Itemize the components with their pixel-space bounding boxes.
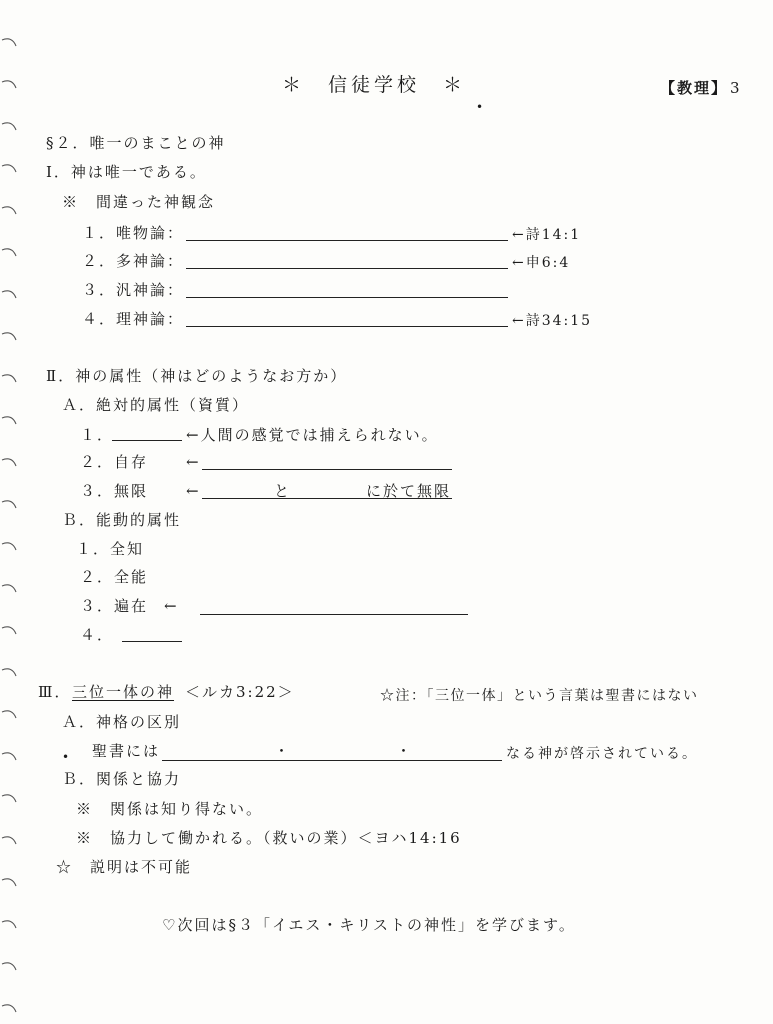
part3-heading-num: Ⅲ． (38, 683, 72, 701)
part3-heading-ref: ＜ルカ3:22＞ (185, 683, 295, 701)
part2-a-heading: Ａ．絶対的属性（資質） (62, 396, 250, 414)
part3-a-heading: Ａ．神格の区別 (62, 713, 182, 731)
part3-a-text-end: なる神が啓示されている。 (506, 746, 698, 762)
part1-heading: Ⅰ．神は唯一である。 (46, 163, 207, 181)
part3-heading-main: 三位一体の神 (72, 683, 175, 701)
act-item3-label: ３．遍在 (80, 597, 149, 615)
item-materialism-label: １．唯物論： (82, 224, 185, 242)
page-title: ＊ 信徒学校 ＊ (282, 74, 467, 96)
binder-ring-marks (0, 0, 26, 1024)
act-item4-label: ４． (80, 626, 115, 644)
page-number: 3 (730, 79, 742, 97)
item-pantheism-label: ３．汎神論： (82, 281, 185, 299)
part2-heading: Ⅱ．神の属性（神はどのようなお方か） (46, 367, 348, 385)
category-tag: 【教理】 (660, 79, 729, 97)
item-polytheism-ref: ←申6:4 (512, 255, 571, 271)
part3-a-sep1: ・ (274, 742, 292, 760)
abs-item2-arrow: ← (186, 453, 201, 471)
abs-item3-arrow: ← (186, 482, 201, 500)
item-deism-ref: ←詩34:15 (512, 313, 593, 329)
act-item1-label: １．全知 (76, 540, 145, 558)
abs-item1-label: １． (80, 426, 115, 444)
ink-speck-2: • (62, 750, 70, 764)
answer-blank-deism[interactable] (186, 326, 508, 327)
part3-b-heading: Ｂ．関係と協力 (62, 770, 182, 788)
part3-a-text-start: 聖書には (92, 742, 161, 760)
answer-blank-act4[interactable] (122, 641, 182, 642)
part3-a-sep2: ・ (396, 742, 414, 760)
abs-item1-note: ←人間の感覚では捕えられない。 (186, 426, 439, 444)
part3-b-note2: ※ 協力して働かれる。（救いの業）＜ヨハ14:16 (76, 829, 462, 847)
abs-item3-end: に於て無限 (366, 482, 452, 500)
footer-next-lesson: ♡次回は§３「イエス・キリストの神性」を学びます。 (162, 916, 576, 934)
answer-blank-trinity[interactable] (162, 760, 502, 761)
abs-item3-label: ３．無限 (80, 482, 149, 500)
item-polytheism-label: ２．多神論： (82, 252, 185, 270)
part1-subheading: ※ 間違った神観念 (62, 193, 216, 211)
act-item2-label: ２．全能 (80, 568, 149, 586)
item-materialism-ref: ←詩14:1 (512, 227, 582, 243)
ink-speck: • (476, 100, 484, 114)
answer-blank-abs2[interactable] (202, 469, 452, 470)
abs-item2-label: ２．自存 (80, 453, 149, 471)
answer-blank-act3[interactable] (200, 614, 468, 615)
part3-b-note1: ※ 関係は知り得ない。 (76, 800, 264, 818)
part3-star-note: ☆ 説明は不可能 (56, 858, 193, 876)
section-heading: §２．唯一のまことの神 (46, 134, 226, 152)
item-deism-label: ４．理神論： (82, 310, 185, 328)
answer-blank-abs1[interactable] (112, 440, 182, 441)
part3-note: ☆注：「三位一体」という言葉は聖書にはない (380, 688, 699, 704)
abs-item3-mid: と (274, 482, 292, 500)
answer-blank-materialism[interactable] (186, 240, 508, 241)
answer-blank-polytheism[interactable] (186, 268, 508, 269)
act-item3-arrow: ← (164, 597, 179, 615)
answer-blank-pantheism[interactable] (186, 297, 508, 298)
part2-b-heading: Ｂ．能動的属性 (62, 511, 182, 529)
